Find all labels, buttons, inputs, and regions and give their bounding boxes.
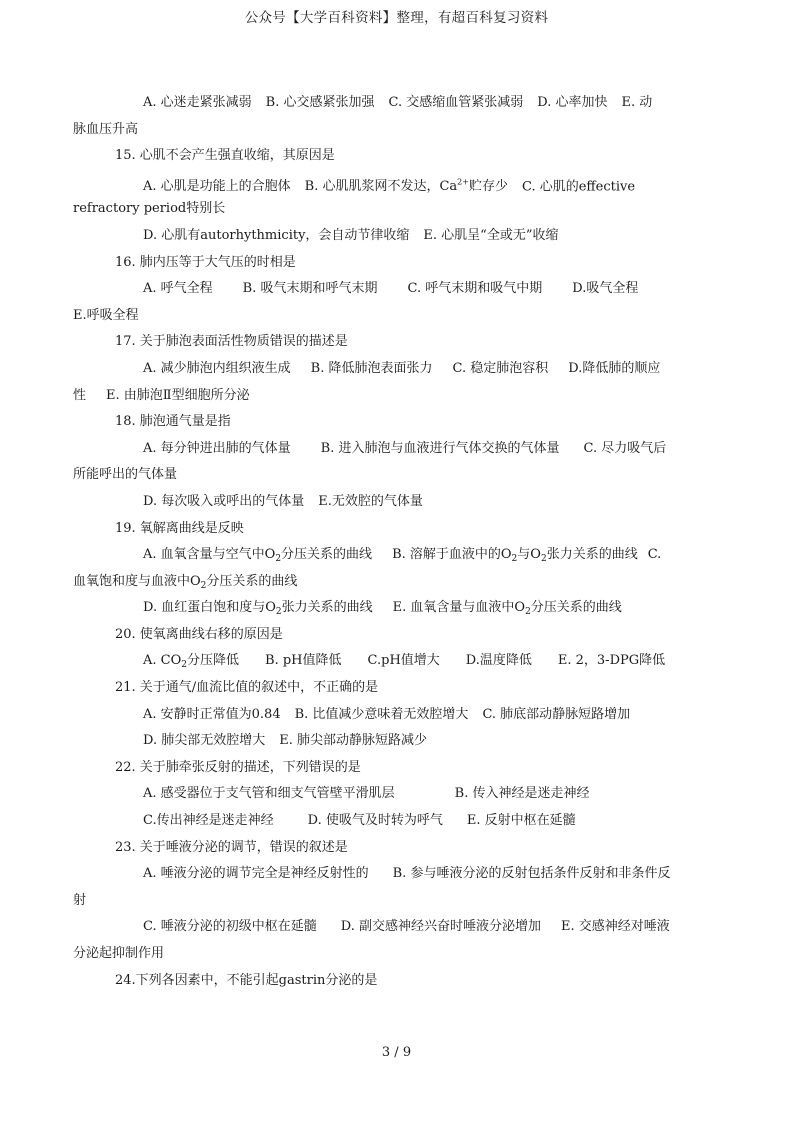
q21-options-line1 (73, 702, 723, 729)
q23-option-c: C. 唾液分泌的初级中枢在延髓 (143, 919, 317, 935)
q19-options-line2 (73, 569, 723, 596)
q16-stem: 16. 肺内压等于大气压的时相是 (115, 254, 296, 270)
q18-options-line3 (73, 489, 723, 516)
q14-option-e-cont: 脉血压升高 (73, 121, 139, 137)
q15-option-c: C. 心肌的effective (521, 179, 636, 195)
q18-option-a: A. 每分钟进出肺的气体量 (143, 440, 291, 456)
q18-option-e: E.无效腔的气体量 (318, 493, 423, 509)
q15-option-d: D. 心肌有autorhythmicity，会自动节律收缩 (143, 227, 410, 243)
q15-option-e: E. 心肌呈“全或无”收缩 (423, 227, 559, 243)
q15-options-line3 (73, 223, 723, 250)
q18-options-line2: 所能呼出的气体量 (73, 467, 178, 483)
page-number: 3 / 9 (381, 1045, 412, 1060)
q17-option-b: B. 降低肺泡表面张力 (310, 360, 433, 376)
q18-option-c: C. 尽力吸气后 (583, 440, 667, 456)
q17-option-e: E. 由肺泡Ⅱ型细胞所分泌 (106, 387, 250, 403)
q15-options-line2: refractory period特别长 (73, 201, 226, 217)
q16-option-a: A. 呼气全程 (143, 281, 213, 297)
q19-options-line3 (73, 595, 723, 622)
q17-option-c: C. 稳定肺泡容积 (452, 360, 549, 376)
q21-stem: 21. 关于通气/血流比值的叙述中，不正确的是 (115, 680, 379, 696)
q15-option-b: B. 心肌肌浆网不发达，$Ca^{2+}$贮存少 (304, 177, 508, 195)
q19-options-line1 (73, 542, 723, 569)
q18-option-d: D. 每次吸入或呼出的气体量 (143, 493, 305, 509)
q21-option-c: C. 肺底部动静脉短路增加 (482, 706, 631, 722)
q21-option-b: B. 比值减少意味着无效腔增大 (294, 706, 469, 722)
q19-option-c: C. (647, 547, 662, 563)
q18-option-b: B. 进入肺泡与血液进行气体交换的气体量 (320, 440, 560, 456)
page-header: 公众号【大学百科资料】整理，有超百科复习资料 (244, 10, 549, 26)
q15-option-a: A. 心肌是功能上的合胞体 (143, 179, 291, 195)
q23-option-b: B. 参与唾液分泌的反射包括条件反射和非条件反 (392, 866, 671, 882)
q14-options-line1 (73, 90, 723, 117)
q23-options-line1 (73, 861, 723, 888)
q23-options-line4: 分泌起抑制作用 (73, 946, 165, 961)
q14-option-b: B. 心交感紧张加强 (265, 95, 375, 110)
q22-options-line1 (73, 781, 723, 808)
q17-options-line2 (73, 383, 723, 410)
q23-option-d: D. 副交感神经兴奋时唾液分泌增加 (340, 919, 541, 935)
q23-options-line3 (73, 914, 723, 941)
q16-option-e: E.呼吸全程 (73, 307, 139, 323)
page-content (73, 90, 723, 994)
q17-options-line1 (73, 356, 723, 383)
q19-option-d: D. 血红蛋白饱和度与$O_2$张力关系的曲线 (143, 600, 373, 618)
q14-option-e: E. 动 (621, 95, 653, 110)
q15-stem: 15. 心肌不会产生强直收缩，其原因是 (115, 148, 335, 164)
q20-option-b: B. pH值降低 (265, 653, 342, 669)
q14-option-a: A. 心迷走紧张减弱 (143, 95, 252, 110)
q19-option-c-cont: 血氧饱和度与血液中$O_2$分压关系的曲线 (73, 573, 298, 591)
q16-option-b: B. 吸气末期和呼气末期 (242, 281, 378, 297)
q16-option-d: D.吸气全程 (572, 281, 639, 297)
q14-option-c: C. 交感缩血管紧张减弱 (388, 95, 524, 110)
q17-option-d-cont: 性 (73, 387, 87, 403)
q21-option-d: D. 肺尖部无效腔增大 (143, 733, 266, 749)
q22-option-c: C.传出神经是迷走神经 (143, 813, 274, 829)
q21-options-line2 (73, 728, 723, 755)
q19-option-b: B. 溶解于血液中的$O_2$与$O_2$张力关系的曲线 (392, 547, 638, 565)
q22-options-line2 (73, 808, 723, 835)
q18-options-line1 (73, 436, 723, 463)
q14-options-line2 (73, 117, 723, 144)
q20-option-e: E. 2，3-DPG降低 (557, 653, 666, 669)
q23-option-a: A. 唾液分泌的调节完全是神经反射性的 (143, 866, 369, 882)
q14-option-d: D. 心率加快 (537, 95, 608, 110)
q23-options-line2: 射 (73, 892, 87, 908)
q20-option-d: D.温度降低 (465, 653, 532, 669)
q22-option-a: A. 感受器位于支气管和细支气管壁平滑肌层 (143, 786, 395, 802)
q24-stem: 24.下列各因素中，不能引起gastrin分泌的是 (115, 972, 378, 988)
q17-stem: 17. 关于肺泡表面活性物质错误的描述是 (115, 334, 348, 350)
q23-option-e: E. 交感神经对唾液 (560, 919, 670, 935)
q19-option-a: A. 血氧含量与空气中$O_2$分压关系的曲线 (143, 547, 373, 565)
q20-option-a: A. $CO_2$分压降低 (143, 653, 240, 671)
q22-option-e: E. 反射中枢在延髓 (466, 813, 576, 829)
q21-option-a: A. 安静时正常值为0.84 (143, 706, 281, 722)
q20-stem: 20. 使氧离曲线右移的原因是 (115, 626, 283, 642)
q19-stem: 19. 氧解离曲线是反映 (115, 520, 244, 536)
q18-stem: 18. 肺泡通气量是指 (115, 414, 231, 430)
q20-option-c: C.pH值增大 (367, 653, 440, 669)
q20-options-line1 (73, 648, 723, 675)
q16-option-c: C. 呼气末期和吸气中期 (407, 281, 543, 297)
q19-option-e: E. 血氧含量与血液中$O_2$分压关系的曲线 (392, 600, 622, 618)
q23-stem: 23. 关于唾液分泌的调节，错误的叙述是 (115, 839, 348, 855)
q22-option-b: B. 传入神经是迷走神经 (454, 786, 590, 802)
q16-options-line1 (73, 276, 723, 303)
q17-option-d: D.降低肺的顺应 (568, 360, 661, 376)
q17-option-a: A. 减少肺泡内组织液生成 (143, 360, 291, 376)
q22-option-d: D. 使吸气及时转为呼气 (307, 813, 443, 829)
q21-option-e: E. 肺尖部动静脉短路减少 (279, 733, 427, 749)
q15-options-line1 (73, 170, 723, 197)
q22-stem: 22. 关于肺牵张反射的描述，下列错误的是 (115, 759, 361, 775)
